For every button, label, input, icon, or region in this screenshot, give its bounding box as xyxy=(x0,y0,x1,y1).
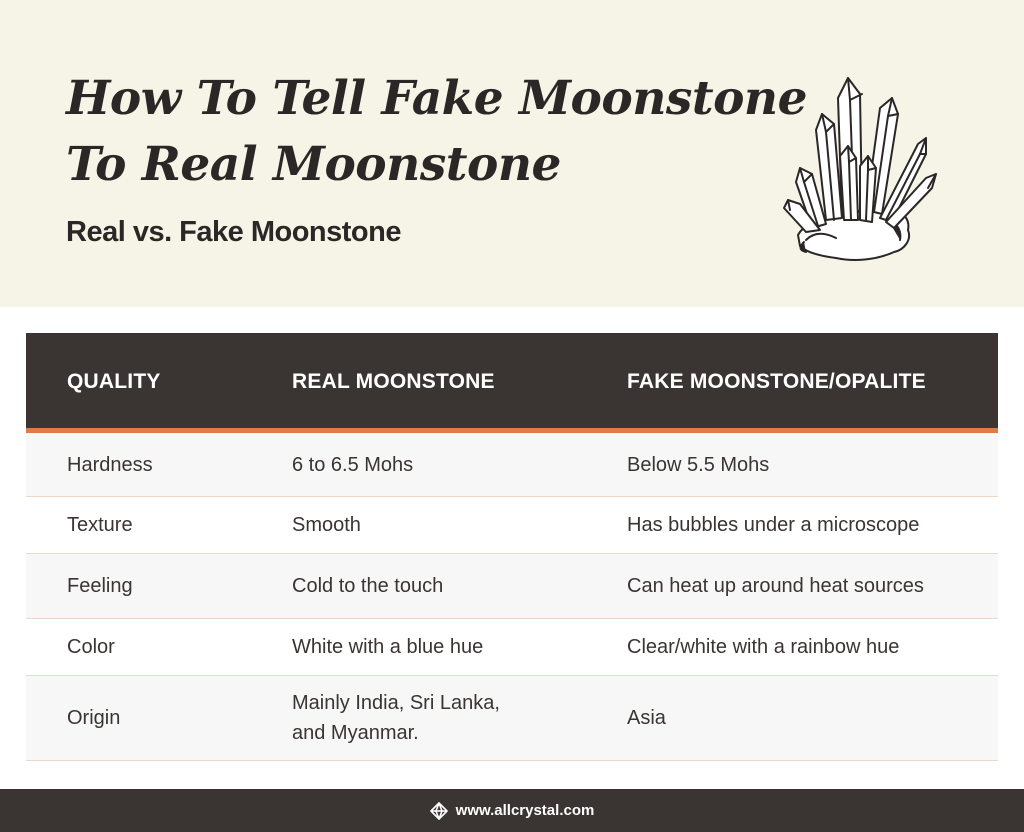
table-row xyxy=(26,619,998,676)
cell-quality: Hardness xyxy=(67,453,153,476)
column-header-real: REAL MOONSTONE xyxy=(292,370,495,393)
cell-real: White with a blue hue xyxy=(292,636,484,658)
table-row xyxy=(26,433,998,497)
column-header-fake: FAKE MOONSTONE/OPALITE xyxy=(627,370,926,393)
column-header-quality: QUALITY xyxy=(67,370,161,393)
footer-bar xyxy=(0,789,1024,832)
cell-quality: Texture xyxy=(67,514,133,536)
cell-real: Cold to the touch xyxy=(292,575,444,597)
page-title xyxy=(66,66,807,198)
page-subtitle: Real vs. Fake Moonstone xyxy=(66,216,401,248)
table-row xyxy=(26,554,998,619)
cell-fake: Asia xyxy=(627,707,666,729)
cell-quality: Origin xyxy=(67,707,121,729)
cell-real: 6 to 6.5 Mohs xyxy=(292,453,414,476)
header-banner xyxy=(0,0,1024,307)
cell-fake: Has bubbles under a microscope xyxy=(627,514,920,536)
table-row xyxy=(26,497,998,554)
cell-real: Mainly India, Sri Lanka, and Myanmar. xyxy=(292,692,500,744)
cell-real: Smooth xyxy=(292,514,361,536)
table-row xyxy=(26,676,998,761)
website-url: www.allcrystal.com xyxy=(455,802,595,819)
table-header xyxy=(26,333,998,433)
cell-fake: Clear/white with a rainbow hue xyxy=(627,636,900,658)
title-line-2: To Real Moonstone xyxy=(66,137,561,192)
cell-quality: Color xyxy=(67,636,115,658)
comparison-table xyxy=(26,333,998,761)
crystal-cluster-icon xyxy=(776,70,946,270)
title-line-1: How To Tell Fake Moonstone xyxy=(66,71,807,126)
cell-quality: Feeling xyxy=(67,575,133,597)
cell-fake: Below 5.5 Mohs xyxy=(627,453,770,476)
allcrystal-logo-icon xyxy=(430,802,448,820)
cell-fake: Can heat up around heat sources xyxy=(627,575,924,597)
